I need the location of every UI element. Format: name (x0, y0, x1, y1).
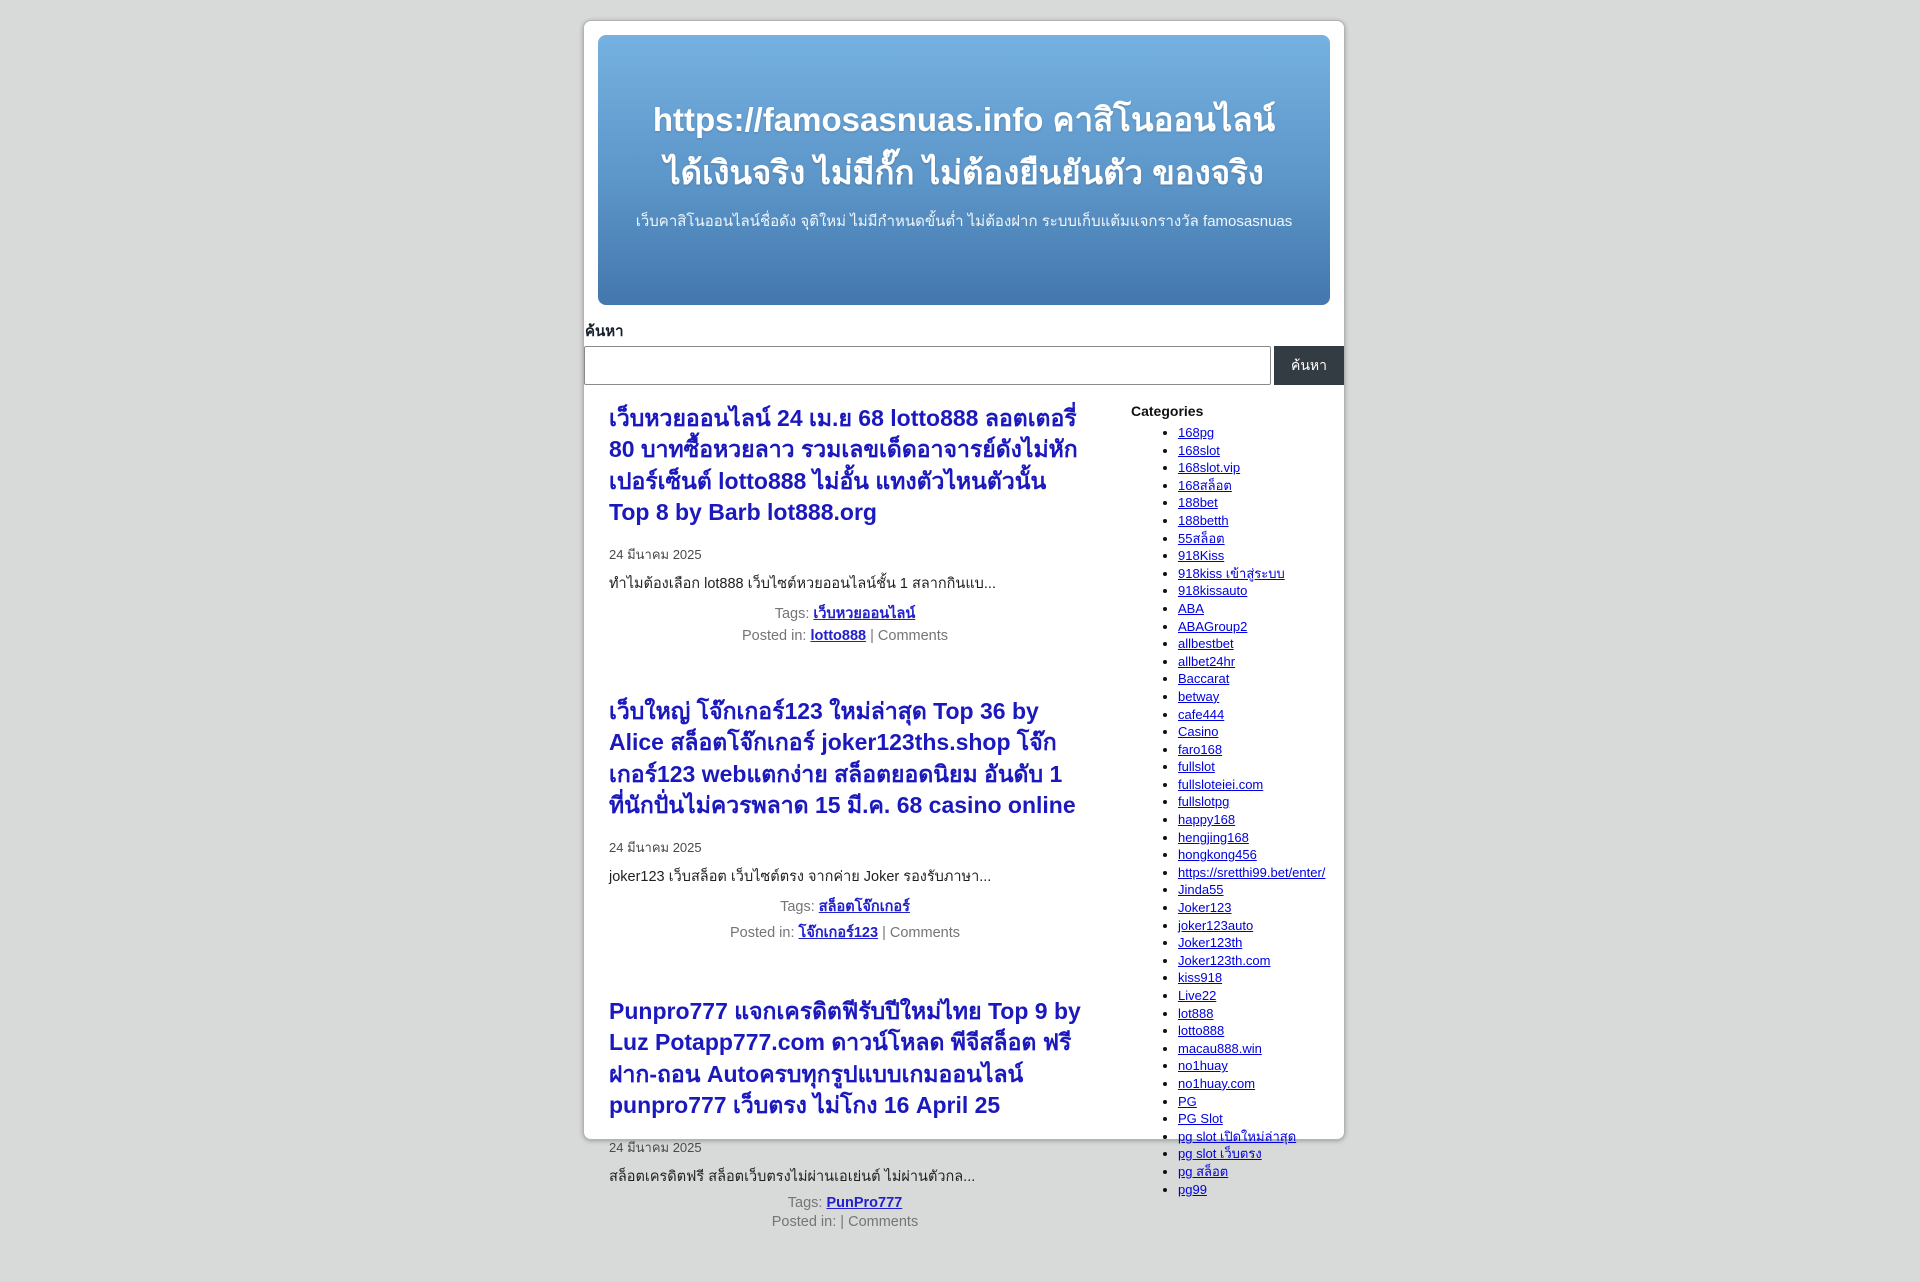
sidebar-category-link[interactable]: macau888.win (1178, 1040, 1262, 1056)
sidebar-category-link[interactable]: Joker123th (1178, 935, 1243, 951)
sidebar-category-link[interactable]: kiss918 (1178, 970, 1223, 986)
category-list-item (1178, 513, 1343, 529)
post-tags-line (609, 1195, 1081, 1211)
category-list-item (1178, 425, 1343, 441)
category-list-item (1178, 882, 1343, 898)
sidebar-category-link[interactable]: fullsloteiei.com (1178, 776, 1264, 792)
search-area (584, 319, 1344, 385)
sidebar-category-link[interactable]: fullslotpg (1178, 794, 1230, 810)
tag-link[interactable]: สล็อตโจ๊กเกอร์ (818, 899, 910, 916)
category-list-item (1178, 1041, 1343, 1057)
sidebar-category-link[interactable]: joker123auto (1178, 917, 1254, 933)
tag-link[interactable]: เว็บหวยออนไลน์ (813, 606, 916, 623)
sidebar-category-link[interactable]: cafe444 (1178, 706, 1225, 722)
category-list-item (1178, 777, 1343, 793)
category-list-item (1178, 759, 1343, 775)
category-list-item (1178, 583, 1343, 599)
post-posted-line (609, 921, 1081, 944)
sidebar-category-link[interactable]: ABA (1178, 600, 1205, 616)
post-date: 24 มีนาคม 2025 (609, 840, 702, 856)
category-list-item (1178, 1146, 1343, 1162)
post-title-link[interactable]: เว็บใหญ่ โจ๊กเกอร์123 ใหม่ล่าสุด Top 36 by Alice สล็อตโจ๊กเกอร์ joker123ths.shop โจ๊กเกอร์123 webแตกง่าย สล็อตยอดนิยม อันดับ 1 ที่นักปั่นไม่ควรพลาด 15 มี.ค. 68 casino online (609, 698, 1076, 818)
posted-in-label: Posted in: (730, 925, 795, 942)
sidebar-category-link[interactable]: hengjing168 (1178, 829, 1249, 845)
post-posted-line (609, 628, 1081, 644)
sidebar-category-link[interactable]: pg slot เปิดใหม่ล่าสุด (1178, 1128, 1297, 1144)
site-title: https://famosasnuas.info คาสิโนออนไลน์ได้เงินจริง ไม่มีกั๊ก ไม่ต้องยืนยันตัว ของจริง (652, 101, 1276, 192)
sidebar-category-link[interactable]: lotto888 (1178, 1023, 1225, 1039)
sidebar-category-link[interactable]: 918kissauto (1178, 583, 1248, 599)
sidebar-category-link[interactable]: pg สล็อต (1178, 1163, 1229, 1179)
page-card (583, 20, 1345, 1231)
category-list-item (1178, 847, 1343, 863)
category-list-item (1178, 1111, 1343, 1127)
sidebar-category-link[interactable]: 188bet (1178, 495, 1218, 511)
sidebar (1131, 403, 1343, 1282)
sidebar-category-link[interactable]: betway (1178, 688, 1220, 704)
category-list-item (1178, 865, 1343, 881)
tags-label: Tags: (787, 1195, 823, 1212)
comments-label: Comments (848, 1214, 919, 1231)
category-list-item (1178, 531, 1343, 547)
sidebar-category-link[interactable]: Baccarat (1178, 671, 1230, 687)
category-list-item (1178, 988, 1343, 1004)
search-button[interactable]: ค้นหา (1274, 346, 1344, 385)
sidebar-category-link[interactable]: hongkong456 (1178, 847, 1257, 863)
category-list-item (1178, 830, 1343, 846)
category-list-item (1178, 1076, 1343, 1092)
search-row (584, 346, 1344, 385)
category-list-item (1178, 671, 1343, 687)
post-excerpt: ทำไมต้องเลือก lot888 เว็บไซต์หวยออนไลน์ชั้น 1 สลากกินแบ... (609, 576, 996, 593)
category-link[interactable]: lotto888 (810, 628, 867, 645)
search-label: ค้นหา (585, 323, 624, 340)
category-list-item (1178, 812, 1343, 828)
sidebar-category-link[interactable]: ABAGroup2 (1178, 618, 1248, 634)
post-tags-line (609, 895, 1081, 918)
category-list-item (1178, 1094, 1343, 1110)
sidebar-category-link[interactable]: PG (1178, 1093, 1197, 1109)
comments-label: Comments (889, 925, 960, 942)
tag-link[interactable]: PunPro777 (826, 1195, 903, 1212)
sidebar-category-link[interactable]: lot888 (1178, 1005, 1214, 1021)
category-list-item (1178, 495, 1343, 511)
sidebar-category-link[interactable]: fullslot (1178, 759, 1215, 775)
sidebar-category-link[interactable]: faro168 (1178, 741, 1223, 757)
category-link[interactable]: โจ๊กเกอร์123 (798, 925, 879, 942)
post-item (609, 403, 1081, 644)
category-list-item (1178, 1023, 1343, 1039)
post-item (609, 996, 1081, 1230)
post-tags-line (609, 602, 1081, 625)
category-list-item (1178, 1058, 1343, 1074)
sidebar-category-link[interactable]: PG Slot (1178, 1111, 1223, 1127)
category-list-item (1178, 619, 1343, 635)
sidebar-category-link[interactable]: Live22 (1178, 988, 1217, 1003)
sidebar-category-link[interactable]: allbet24hr (1178, 653, 1236, 669)
post-posted-line (609, 1214, 1081, 1230)
category-list-item (1178, 548, 1343, 564)
posts-column (609, 403, 1081, 1282)
meta-separator: | (840, 1214, 845, 1231)
category-list-item (1178, 794, 1343, 810)
sidebar-category-link[interactable]: 188betth (1178, 512, 1229, 528)
category-list-item (1178, 1164, 1343, 1180)
sidebar-category-link[interactable]: pg99 (1178, 1181, 1207, 1197)
sidebar-category-link[interactable]: 55สล็อต (1178, 530, 1225, 546)
category-list-item (1178, 654, 1343, 670)
categories-list (1131, 425, 1343, 1197)
category-list-item (1178, 566, 1343, 582)
sidebar-category-link[interactable]: Casino (1178, 724, 1219, 740)
category-list-item (1178, 742, 1343, 758)
sidebar-category-link[interactable]: no1huay (1178, 1058, 1228, 1074)
posted-in-label: Posted in: (771, 1214, 837, 1231)
site-header-banner (598, 35, 1330, 305)
post-excerpt: joker123 เว็บสล็อต เว็บไซต์ตรง จากค่าย Joker รองรับภาษา... (609, 869, 992, 886)
sidebar-category-link[interactable]: Joker123 (1178, 900, 1232, 916)
sidebar-category-link[interactable]: Joker123th.com (1178, 952, 1271, 968)
sidebar-category-link[interactable]: pg slot เว็บตรง (1178, 1146, 1262, 1162)
tags-label: Tags: (774, 606, 810, 623)
category-list-item (1178, 443, 1343, 459)
category-list-item (1178, 724, 1343, 740)
post-title-link[interactable]: Punpro777 แจกเครดิตฟีรับปีใหม่ไทย Top 9 by Luz Potapp777.com ดาวน์โหลด พีจีสล็อต ฟรี ฝาก-ถอน Autoครบทุกรูปแบบเกมออนไลน์ punpro777 เว็บตรง ไม่โกง 16 April 25 (609, 998, 1081, 1118)
meta-separator: | (870, 628, 874, 645)
sidebar-category-link[interactable]: 168pg (1178, 425, 1215, 440)
category-list-item (1178, 460, 1343, 476)
sidebar-category-link[interactable]: allbestbet (1178, 636, 1234, 652)
sidebar-category-link[interactable]: 168สล็อต (1178, 477, 1232, 493)
post-item (609, 696, 1081, 944)
category-list-item (1178, 918, 1343, 934)
category-list-item (1178, 900, 1343, 916)
category-list-item (1178, 935, 1343, 951)
category-list-item (1178, 1182, 1343, 1198)
category-list-item (1178, 478, 1343, 494)
posted-in-label: Posted in: (741, 628, 807, 645)
site-tagline: เว็บคาสิโนออนไลน์ชื่อดัง จุติใหม่ ไม่มีกำหนดขั้นต่ำ ไม่ต้องฝาก ระบบเก็บแต้มแจกรางวัล famosasnuas (635, 212, 1293, 230)
category-list-item (1178, 970, 1343, 986)
content-area (584, 403, 1344, 1282)
post-title-link[interactable]: เว็บหวยออนไลน์ 24 เม.ย 68 lotto888 ลอตเตอรี่ 80 บาทซื้อหวยลาว รวมเลขเด็ดอาจารย์ดังไม่หักเปอร์เซ็นต์ lotto888 ไม่อั้น แทงตัวไหนตัวนั้น Top 8 by Barb lot888.org (609, 405, 1078, 525)
comments-label: Comments (877, 628, 949, 645)
post-excerpt: สล็อตเครดิตฟรี สล็อตเว็บตรงไม่ผ่านเอเย่นต์ ไม่ผ่านตัวกล... (609, 1169, 976, 1186)
category-list-item (1178, 1006, 1343, 1022)
tags-label: Tags: (780, 899, 815, 916)
sidebar-category-link[interactable]: happy168 (1178, 812, 1236, 828)
category-list-item (1178, 689, 1343, 705)
sidebar-category-link[interactable]: 168slot.vip (1178, 460, 1241, 476)
sidebar-category-link[interactable]: Jinda55 (1178, 882, 1224, 898)
category-list-item (1178, 601, 1343, 617)
categories-heading: Categories (1131, 403, 1204, 419)
sidebar-category-link[interactable]: https://sretthi99.bet/enter/ (1178, 864, 1326, 880)
sidebar-category-link[interactable]: 918kiss เข้าสู่ระบบ (1178, 565, 1285, 581)
sidebar-category-link[interactable]: 168slot (1178, 442, 1220, 458)
category-list-item (1178, 1129, 1343, 1145)
category-list-item (1178, 953, 1343, 969)
category-list-item (1178, 636, 1343, 652)
post-date: 24 มีนาคม 2025 (609, 547, 702, 563)
post-date: 24 มีนาคม 2025 (609, 1140, 702, 1156)
meta-separator: | (882, 925, 886, 942)
search-input[interactable] (584, 346, 1271, 385)
sidebar-category-link[interactable]: no1huay.com (1178, 1075, 1256, 1091)
category-list-item (1178, 707, 1343, 723)
sidebar-category-link[interactable]: 918Kiss (1178, 548, 1225, 564)
